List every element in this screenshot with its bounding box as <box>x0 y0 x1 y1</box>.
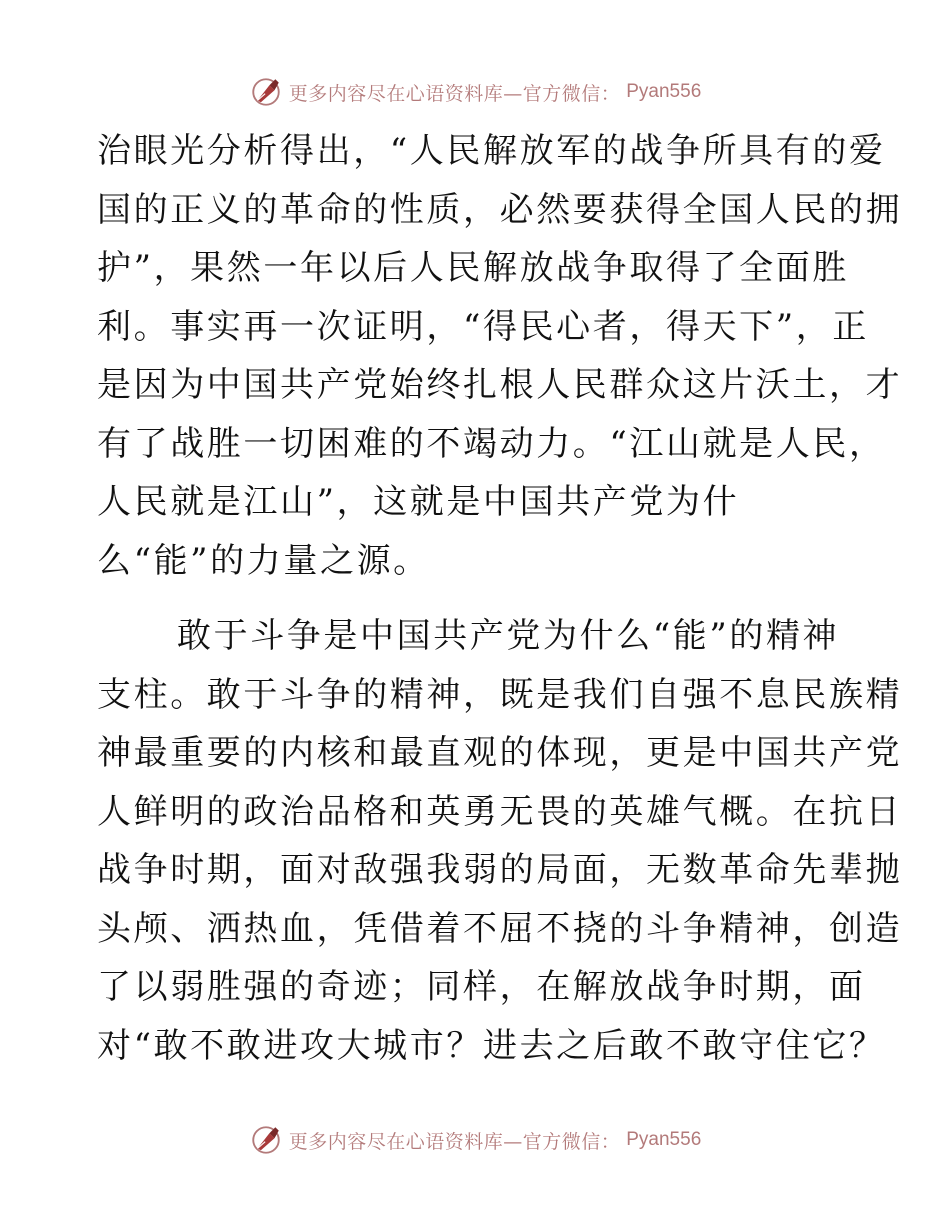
text-line: 神最重要的内核和最直观的体现，更是中国共产党 <box>97 733 903 773</box>
text-line: 支柱。敢于斗争的精神，既是我们自强不息民族精 <box>97 674 903 715</box>
text-line: 人鲜明的政治品格和英勇无畏的英雄气概。在抗日 <box>97 791 903 832</box>
text-line: 头颅、洒热血，凭借着不屈不挠的斗争精神，创造 <box>97 908 903 949</box>
text-line: 了以弱胜强的奇迹；同样，在解放战争时期，面 <box>97 967 866 1007</box>
text-line: 战争时期，面对敌强我弱的局面，无数革命先辈抛 <box>97 850 903 890</box>
header-watermark <box>0 72 950 112</box>
paragraph-gap <box>97 590 853 607</box>
text-line: 护”，果然一年以后人民解放战争取得了全面胜 <box>97 248 849 288</box>
document-body <box>97 122 903 1075</box>
watermark-wechat-id: Pyan556 <box>626 1129 702 1150</box>
text-line: 国的正义的革命的性质，必然要获得全国人民的拥 <box>97 189 903 230</box>
text-line: 对“敢不敢进攻大城市？进去之后敢不敢守住它？ <box>97 1025 886 1066</box>
pen-nib-logo-icon <box>249 75 283 109</box>
paragraph <box>97 122 903 590</box>
watermark-text: 更多内容尽在心语资料库—官方微信： <box>288 1130 621 1153</box>
text-line: 是因为中国共产党始终扎根人民群众这片沃土，才 <box>97 365 903 405</box>
paragraph <box>97 607 903 1075</box>
text-line: 人民就是江山”，这就是中国共产党为什 <box>97 482 740 522</box>
text-line: 利。事实再一次证明，“得民心者，得天下”，正 <box>97 306 869 347</box>
watermark-wechat-id: Pyan556 <box>626 81 702 102</box>
text-line: 治眼光分析得出，“人民解放军的战争所具有的爱 <box>97 131 886 171</box>
text-line: 敢于斗争是中国共产党为什么“能”的精神 <box>177 616 840 656</box>
pen-nib-logo-icon <box>249 1123 283 1157</box>
text-line: 有了战胜一切困难的不竭动力。“江山就是人民， <box>97 423 886 464</box>
text-line: 么“能”的力量之源。 <box>97 540 430 581</box>
footer-watermark <box>0 1120 950 1160</box>
watermark-text: 更多内容尽在心语资料库—官方微信： <box>288 82 621 105</box>
